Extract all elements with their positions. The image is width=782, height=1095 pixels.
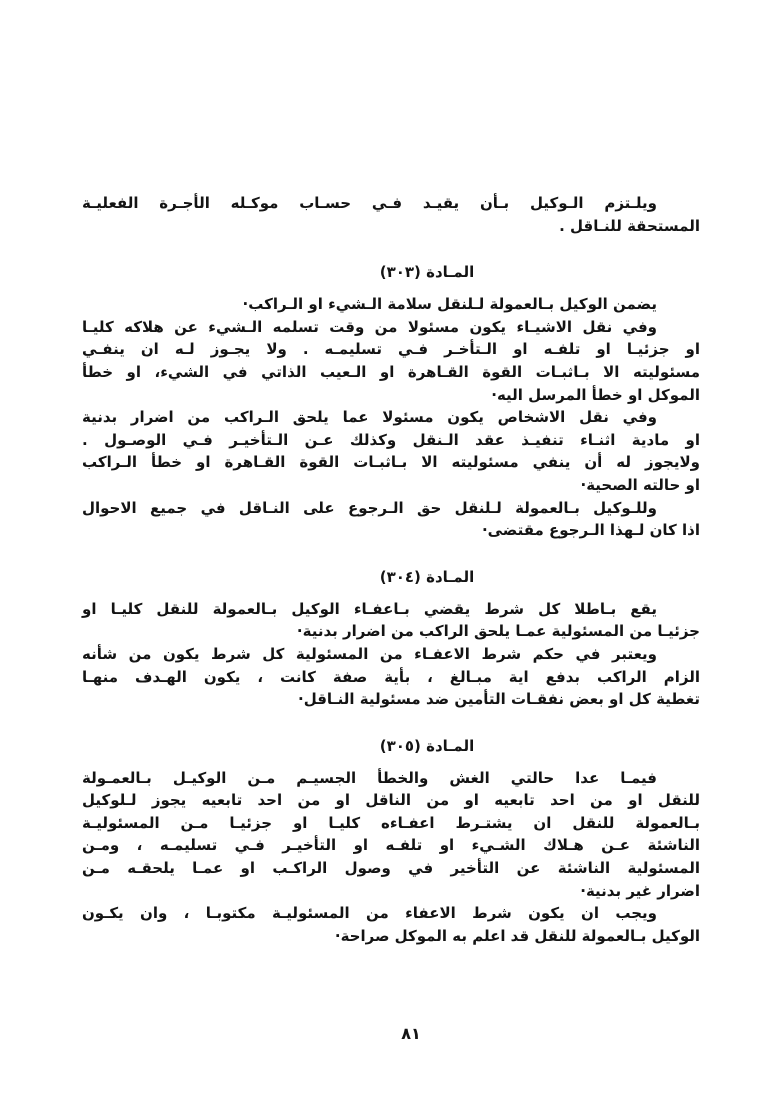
article-heading: المـادة (٣٠٤)	[379, 567, 475, 586]
article-heading: المـادة (٣٠٥)	[379, 736, 475, 755]
text-line: ويجب ان يكون شرط الاعفاء من المسئوليـة مكتوبـا ، وان يكـون	[82, 904, 657, 923]
text-line: المسئولية الناشئة عن التأخير في وصول الراكـب او عمـا يلحقـه مـن	[82, 859, 700, 878]
text-line: ولايجوز له أن ينفي مسئوليته الا بـاثبـات القوة القـاهرة او خطأ الـراكب	[82, 453, 700, 472]
text-line: او مادية اثنـاء تنفيـذ عقد الـنقل وكذلك عـن الـتأخيـر فـي الوصـول .	[82, 430, 700, 449]
text-line: الموكل او خطأ المرسل اليه·	[491, 385, 700, 404]
text-line: جزئيـا من المسئولية عمـا يلحق الراكب من اضرار بدنية·	[296, 622, 700, 641]
text-line: للنقل او من احد تابعيه او من الناقل او من احد تابعيه يجوز لـلوكيل	[82, 791, 700, 810]
text-line: الناشئة عـن هـلاك الشـيء او تلفـه او التأخيـر فـي تسليمـه ، ومـن	[82, 836, 700, 855]
page-number: ٨١	[401, 1024, 421, 1043]
text-line: ويلـتزم الـوكيل بـأن يقيـد فـي حسـاب موكـله الأجـرة الفعليـة	[82, 194, 657, 212]
text-line: فيمـا عدا حالتي الغش والخطأ الجسيـم مـن الوكيـل بـالعمـولة	[82, 768, 657, 787]
article-heading: المـادة (٣٠٣)	[379, 263, 475, 282]
text-line: وفي نقل الاشخاص يكون مسئولا عما يلحق الـراكب من اضرار بدنية	[82, 408, 657, 427]
text-line: الوكيل بـالعمولة للنقل قد اعلم به الموكل صراحة·	[334, 926, 700, 945]
text-line: اضرار غير بدنية·	[580, 881, 700, 900]
text-line: بـالعمولة للنقل ان يشتـرط اعفـاءه كليـا او جزئيـا مـن المسئوليـة	[82, 813, 700, 832]
text-line: وفي نقل الاشيـاء يكون مسئولا من وقت تسلمه الـشيء عن هلاكه كليـا	[82, 317, 657, 336]
text-line: ويعتبر في حكم شرط الاعفـاء من المسئولية كل شرط يكون من شأنه	[82, 644, 657, 663]
text-line: او جزئيـا او تلفـه او الـتأخـر فـي تسليمـه . ولا يجـوز لـه ان ينفـي	[82, 340, 700, 359]
text-line: يقع بـاطلا كل شرط يقضي بـاعفـاء الوكيل بـالعمولة للنقل كليـا او	[82, 599, 657, 618]
text-line: وللـوكيل بـالعمولة لـلنقل حق الـرجوع على النـاقل في جميع الاحوال	[82, 498, 657, 517]
text-line: تغطية كل او بعض نفقـات التأمين ضد مسئولية النـاقل·	[298, 690, 700, 709]
text-line: الزام الراكب بدفع اية مبـالغ ، بأية صفة كانت ، يكون الهـدف منهـا	[82, 667, 700, 686]
text-line: اذا كان لـهذا الـرجوع مقتضى·	[481, 521, 700, 540]
text-line: مسئوليته الا بـاثبـات القوة القـاهرة او الـعيب الذاتي في الشيء، او خطأ	[82, 362, 700, 381]
article-text	[82, 192, 700, 947]
text-line: او حالته الصحية·	[580, 475, 700, 494]
text-line: المستحقة للنـاقل .	[559, 216, 700, 235]
text-line: يضمن الوكيل بـالعمولة لـلنقل سلامة الـشيء او الـراكب·	[242, 295, 657, 314]
